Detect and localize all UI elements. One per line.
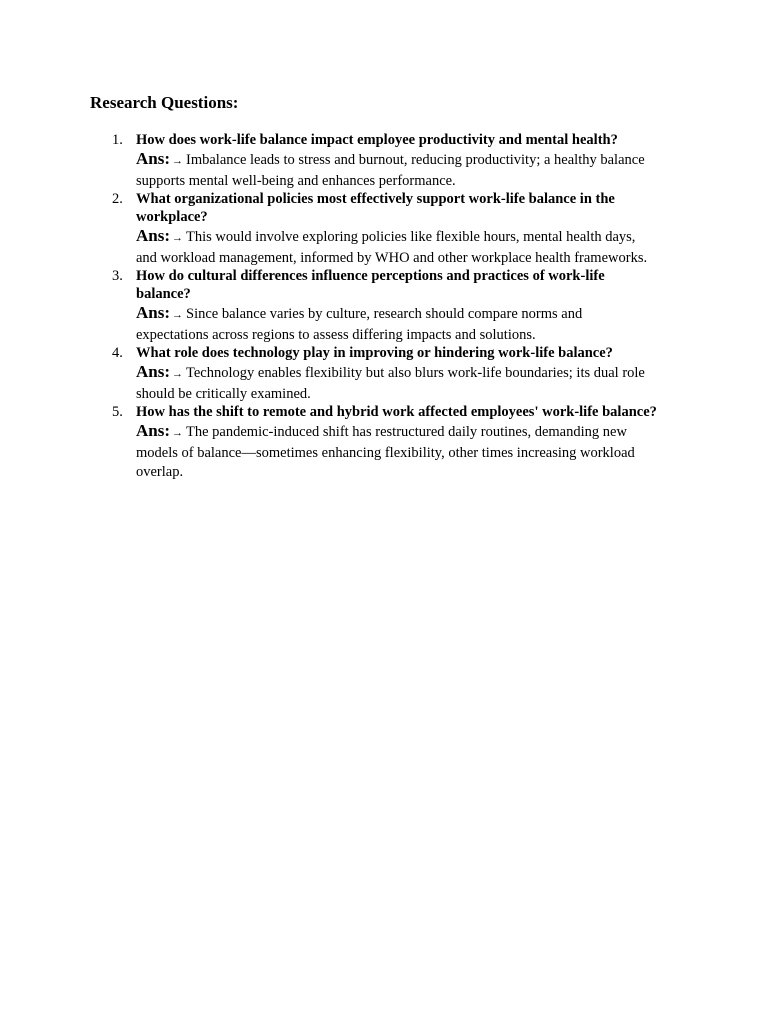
answer-text: This would involve exploring policies like flexible hours, mental health days,: [186, 229, 636, 245]
question-text-line: How does work-life balance impact employee productivity and mental health?: [136, 132, 618, 148]
answer-line: [136, 422, 696, 443]
question-item-1: [112, 131, 696, 190]
question-number: 4.: [112, 345, 123, 361]
arrow-right-icon: →: [172, 368, 184, 380]
question-text-line: What organizational policies most effectively support work-life balance in the: [136, 191, 615, 207]
question-text-line: balance?: [136, 286, 191, 302]
answer-label: Ans:: [136, 303, 171, 322]
answer-line: should be critically examined.: [136, 385, 311, 402]
answer-line: overlap.: [136, 464, 184, 480]
answer-label: Ans:: [136, 421, 171, 440]
answer-label: Ans:: [136, 226, 171, 245]
answer-line: expectations across regions to assess differing impacts and solutions.: [136, 326, 536, 343]
answer-line: [136, 363, 696, 384]
question-item-4: [112, 344, 696, 403]
question-text-line: How do cultural differences influence perceptions and practices of work-life: [136, 268, 605, 284]
question-number: 3.: [112, 268, 123, 284]
answer-text: The pandemic-induced shift has restructured daily routines, demanding new: [186, 424, 627, 440]
answer-label: Ans:: [136, 362, 171, 381]
answer-line: supports mental well-being and enhances performance.: [136, 172, 456, 189]
question-item-5: [112, 403, 696, 482]
answer-text: Since balance varies by culture, research should compare norms and: [186, 306, 583, 322]
arrow-right-icon: →: [172, 155, 184, 167]
question-text-line: What role does technology play in improving or hindering work-life balance?: [136, 345, 613, 361]
arrow-right-icon: →: [172, 232, 184, 244]
answer-line: [136, 227, 696, 248]
question-item-3: [112, 267, 696, 344]
question-number: 2.: [112, 191, 123, 207]
arrow-right-icon: →: [172, 427, 184, 439]
arrow-right-icon: →: [172, 309, 184, 321]
answer-text: Imbalance leads to stress and burnout, reducing productivity; a healthy balance: [186, 152, 645, 168]
question-number: 1.: [112, 132, 123, 148]
answer-line: and workload management, informed by WHO and other workplace health frameworks.: [136, 249, 648, 266]
question-number: 5.: [112, 404, 123, 420]
research-questions-list: [112, 131, 696, 482]
question-item-2: [112, 190, 696, 267]
answer-line: models of balance—sometimes enhancing flexibility, other times increasing workload: [136, 444, 635, 461]
answer-line: [136, 150, 696, 171]
question-text-line: How has the shift to remote and hybrid work affected employees' work-life balance?: [136, 404, 657, 420]
question-text-line: workplace?: [136, 209, 208, 225]
answer-text: Technology enables flexibility but also blurs work-life boundaries; its dual role: [186, 365, 645, 381]
page-title: Research Questions:: [90, 93, 239, 112]
answer-line: [136, 304, 696, 325]
answer-label: Ans:: [136, 149, 171, 168]
